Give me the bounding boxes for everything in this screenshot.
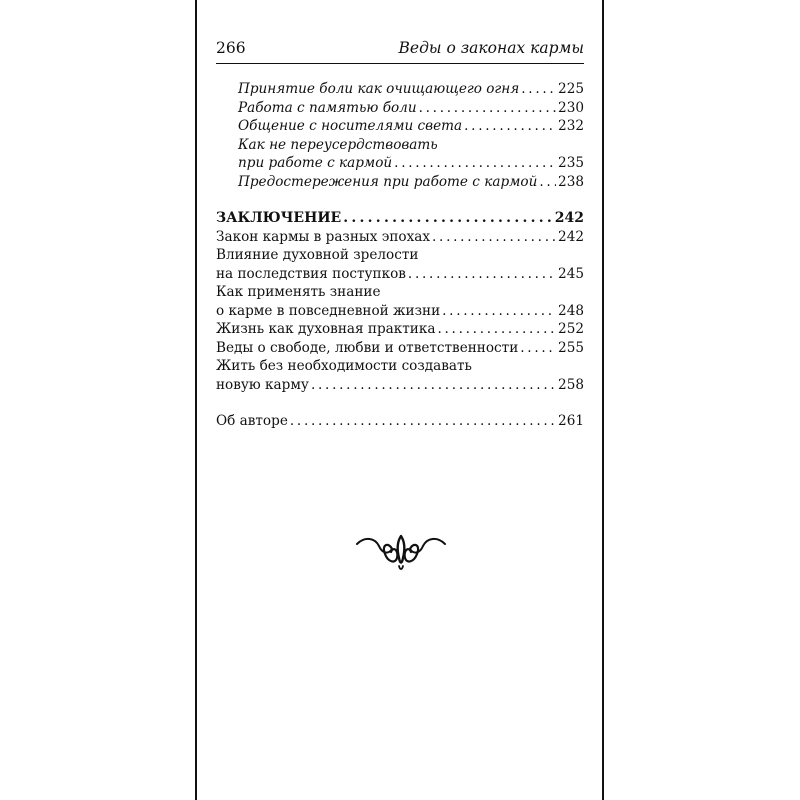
leader-dots bbox=[464, 117, 556, 136]
toc-entry-title-line2: новую карму bbox=[216, 376, 309, 393]
leader-dots bbox=[408, 265, 556, 284]
toc-entry-page: 238 bbox=[558, 173, 584, 190]
toc-chapter-group bbox=[216, 209, 584, 394]
toc-entry bbox=[216, 320, 584, 339]
toc-entry bbox=[216, 246, 584, 283]
toc-entry-title-line2: о карме в повседневной жизни bbox=[216, 302, 441, 319]
book-title: Веды о законах кармы bbox=[398, 39, 584, 57]
toc-entry bbox=[216, 339, 584, 358]
leader-dots bbox=[343, 209, 553, 228]
leader-dots bbox=[290, 412, 556, 431]
toc-entry-title-line1: Жить без необходимости создавать bbox=[216, 358, 472, 374]
toc-entry-title-line2: на последствия поступков bbox=[216, 265, 406, 282]
toc-entry bbox=[216, 99, 584, 118]
toc-entry-page: 255 bbox=[558, 339, 584, 356]
running-header bbox=[216, 38, 584, 64]
toc-entry-title: Веды о свободе, любви и ответственности bbox=[216, 339, 519, 356]
chapter-page: 242 bbox=[554, 210, 584, 226]
toc-entry-page: 242 bbox=[558, 228, 584, 245]
toc-entry-page: 225 bbox=[558, 81, 584, 97]
toc-entry-page: 245 bbox=[558, 265, 584, 282]
toc-about-group bbox=[216, 412, 584, 431]
toc-entry-title: Жизнь как духовная практика bbox=[216, 321, 436, 337]
toc-entry-title: Работа с памятью боли bbox=[238, 99, 417, 116]
toc-entry-title: Предостережения при работе с кармой bbox=[238, 173, 538, 190]
toc-entry bbox=[216, 136, 584, 173]
toc-entry-page: 248 bbox=[558, 302, 584, 319]
toc-entry bbox=[216, 117, 584, 136]
leader-dots bbox=[437, 320, 556, 339]
toc-entry bbox=[216, 357, 584, 394]
toc-entry-page: 235 bbox=[558, 155, 584, 171]
leader-dots bbox=[520, 339, 556, 358]
toc-entry bbox=[216, 173, 584, 192]
toc-entry-title: Закон кармы в разных эпохах bbox=[216, 228, 431, 245]
toc-entry bbox=[216, 80, 584, 99]
toc-entry-title-line2: при работе с кармой bbox=[238, 155, 393, 171]
toc-entry bbox=[216, 283, 584, 320]
about-title: Об авторе bbox=[216, 413, 288, 429]
toc-entry-title-line1: Как применять знание bbox=[216, 284, 381, 300]
toc-entry-page: 230 bbox=[558, 99, 584, 116]
about-page: 261 bbox=[558, 413, 584, 429]
toc-entry-page: 258 bbox=[558, 376, 584, 393]
toc-entry-page: 252 bbox=[558, 321, 584, 337]
toc-subsection-group bbox=[216, 80, 584, 191]
flourish-ornament-icon bbox=[355, 528, 447, 576]
leader-dots bbox=[311, 376, 556, 395]
leader-dots bbox=[394, 154, 556, 173]
toc-entry-title: Принятие боли как очищающего огня bbox=[238, 81, 520, 97]
leader-dots bbox=[432, 228, 556, 247]
leader-dots bbox=[521, 80, 556, 99]
page-number: 266 bbox=[216, 39, 246, 57]
toc-entry bbox=[216, 228, 584, 247]
leader-dots bbox=[539, 173, 556, 192]
chapter-title: ЗАКЛЮЧЕНИЕ bbox=[216, 210, 342, 226]
toc-chapter-heading bbox=[216, 209, 584, 228]
toc-entry-page: 232 bbox=[558, 118, 584, 134]
toc-entry-about bbox=[216, 412, 584, 431]
leader-dots bbox=[442, 302, 556, 321]
toc-entry-title-line1: Как не переусердствовать bbox=[238, 136, 438, 153]
leader-dots bbox=[419, 99, 556, 118]
table-of-contents bbox=[216, 80, 584, 431]
toc-entry-title: Общение с носителями света bbox=[238, 118, 463, 134]
toc-entry-title-line1: Влияние духовной зрелости bbox=[216, 247, 419, 263]
